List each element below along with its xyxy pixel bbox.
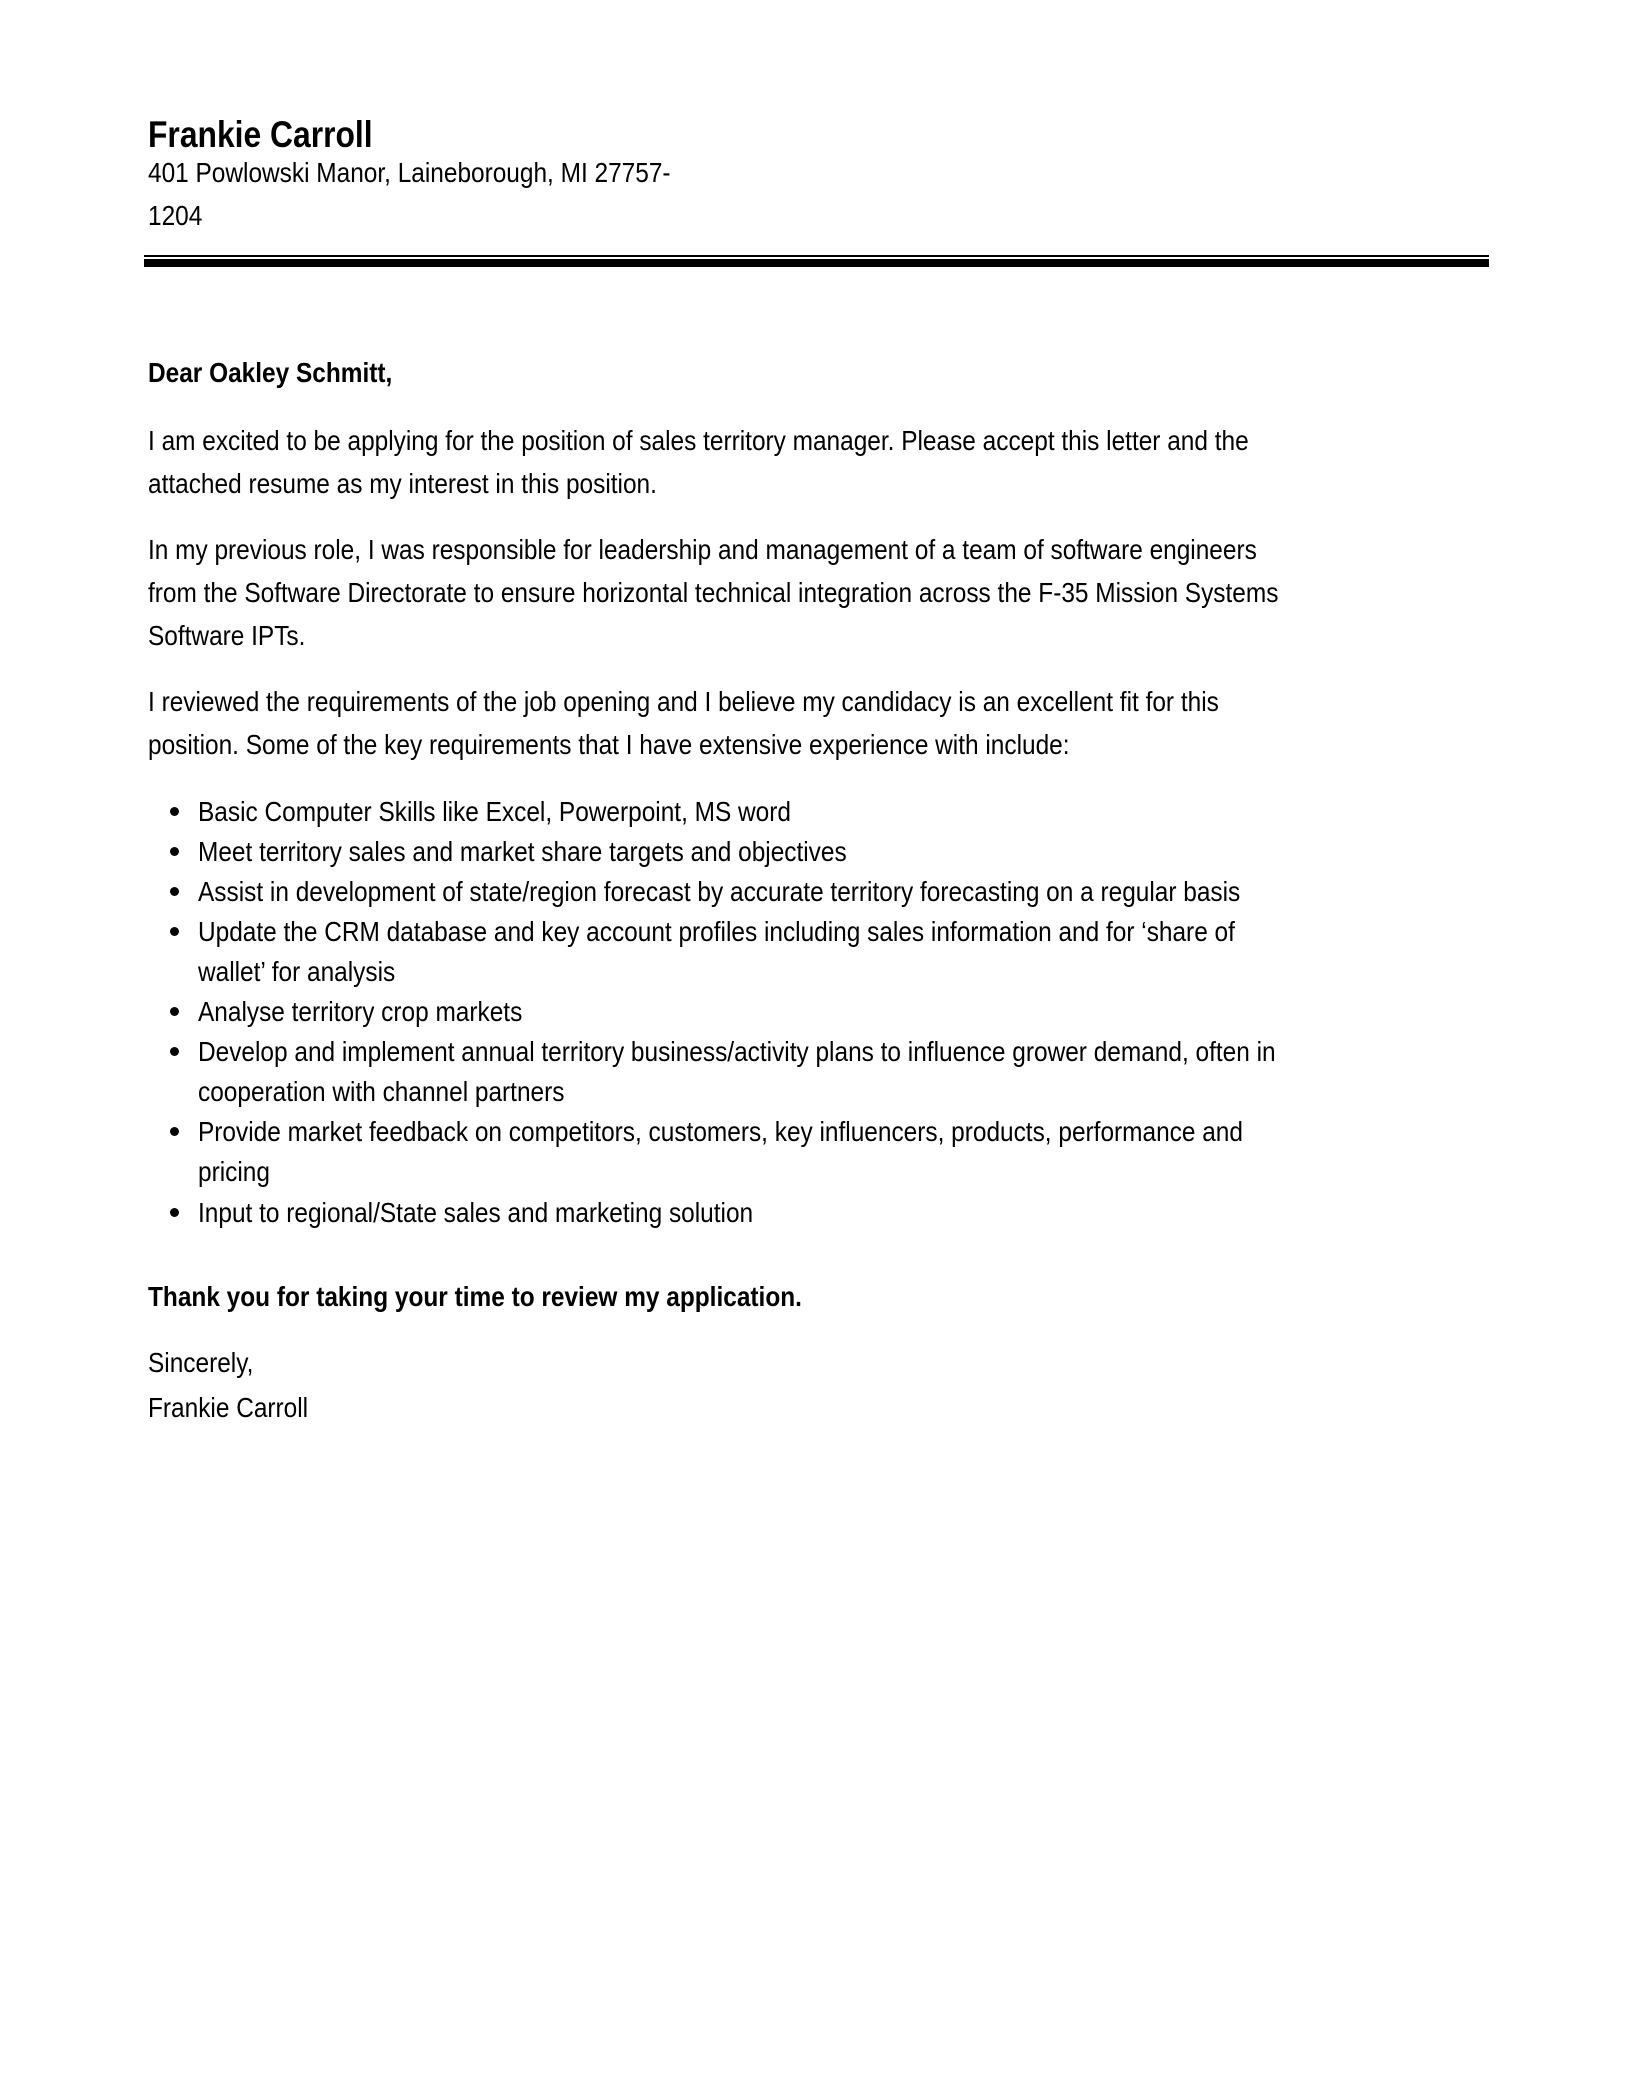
header-divider-thick bbox=[144, 259, 1489, 267]
list-item-text: Input to regional/State sales and marketing solution bbox=[198, 1197, 754, 1228]
sender-name: Frankie Carroll bbox=[148, 114, 373, 155]
signature: Frankie Carroll bbox=[148, 1392, 309, 1423]
list-item-text: Provide market feedback on competitors, customers, key influencers, products, performance and bbox=[198, 1116, 1243, 1147]
sign-off: Sincerely, bbox=[148, 1347, 254, 1378]
header-divider-thin bbox=[144, 255, 1489, 257]
paragraph-line: I am excited to be applying for the position of sales territory manager. Please accept this letter and the bbox=[148, 425, 1249, 456]
sender-address-line-2: 1204 bbox=[148, 200, 203, 231]
paragraph-line: Software IPTs. bbox=[148, 620, 306, 651]
bullet-icon bbox=[170, 1007, 179, 1016]
paragraph-line: I reviewed the requirements of the job opening and I believe my candidacy is an excellent fit for this bbox=[148, 686, 1219, 717]
bullet-icon bbox=[170, 1047, 179, 1056]
list-item-text: Update the CRM database and key account profiles including sales information and for ‘share of bbox=[198, 916, 1235, 947]
bullet-icon bbox=[170, 1127, 179, 1136]
list-item-text-continued: wallet’ for analysis bbox=[198, 956, 396, 987]
list-item-text: Analyse territory crop markets bbox=[198, 996, 523, 1027]
list-item-text: Develop and implement annual territory business/activity plans to influence grower demand, often in bbox=[198, 1036, 1276, 1067]
list-item-text-continued: pricing bbox=[198, 1156, 270, 1187]
bullet-icon bbox=[170, 847, 179, 856]
paragraph-line: from the Software Directorate to ensure horizontal technical integration across the F-35 Mission Systems bbox=[148, 577, 1279, 608]
list-item-text-continued: cooperation with channel partners bbox=[198, 1076, 565, 1107]
bullet-icon bbox=[170, 1208, 179, 1217]
closing-statement: Thank you for taking your time to review my application. bbox=[148, 1281, 802, 1312]
paragraph-line: position. Some of the key requirements that I have extensive experience with include: bbox=[148, 729, 1070, 760]
list-item-text: Basic Computer Skills like Excel, Powerpoint, MS word bbox=[198, 796, 791, 827]
bullet-icon bbox=[170, 887, 179, 896]
paragraph-line: attached resume as my interest in this position. bbox=[148, 468, 657, 499]
list-item-text: Assist in development of state/region forecast by accurate territory forecasting on a regular basis bbox=[198, 876, 1241, 907]
sender-address-line-1: 401 Powlowski Manor, Laineborough, MI 27757- bbox=[148, 157, 671, 188]
list-item-text: Meet territory sales and market share targets and objectives bbox=[198, 836, 847, 867]
bullet-icon bbox=[170, 807, 179, 816]
paragraph-line: In my previous role, I was responsible for leadership and management of a team of software engineers bbox=[148, 534, 1257, 565]
bullet-icon bbox=[170, 927, 179, 936]
salutation: Dear Oakley Schmitt, bbox=[148, 357, 393, 388]
